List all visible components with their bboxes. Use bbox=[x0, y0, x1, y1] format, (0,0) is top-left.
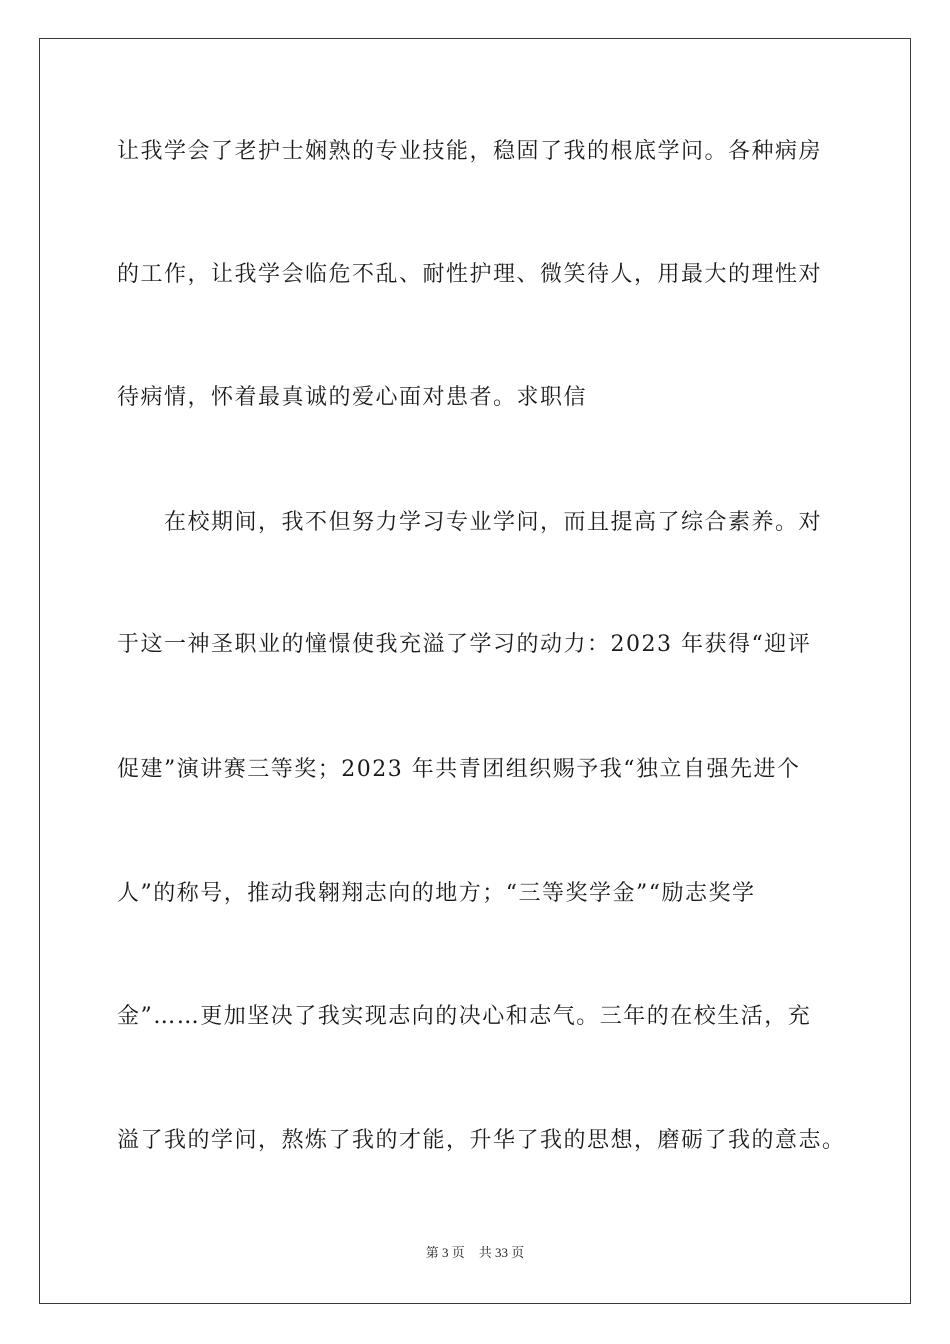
body-line-3: 待病情，怀着最真诚的爱心面对患者。求职信 bbox=[117, 385, 588, 410]
page-total: 共 33 页 bbox=[478, 1245, 525, 1260]
page-number: 第 3 页 bbox=[425, 1245, 465, 1260]
body-line-6: 促建”演讲赛三等奖；2023 年共青团组织赐予我“独立自强先进个 bbox=[117, 757, 801, 782]
body-line-4: 在校期间，我不但努力学习专业学问，而且提高了综合素养。对 bbox=[164, 510, 823, 535]
body-line-7: 人”的称号，推动我翱翔志向的地方；“三等奖学金”“励志奖学 bbox=[117, 881, 756, 906]
page-border bbox=[39, 38, 911, 1304]
body-line-5: 于这一神圣职业的憧憬使我充溢了学习的动力：2023 年获得“迎评 bbox=[117, 632, 812, 657]
body-line-1: 让我学会了老护士娴熟的专业技能，稳固了我的根底学问。各种病房 bbox=[117, 139, 823, 164]
body-line-2: 的工作，让我学会临危不乱、耐性护理、微笑待人，用最大的理性对 bbox=[117, 262, 823, 287]
page-footer bbox=[0, 1244, 950, 1262]
body-line-9: 溢了我的学问，熬炼了我的才能，升华了我的思想，磨砺了我的意志。 bbox=[117, 1128, 846, 1153]
body-line-8: 金”……更加坚决了我实现志向的决心和志气。三年的在校生活，充 bbox=[117, 1004, 812, 1029]
